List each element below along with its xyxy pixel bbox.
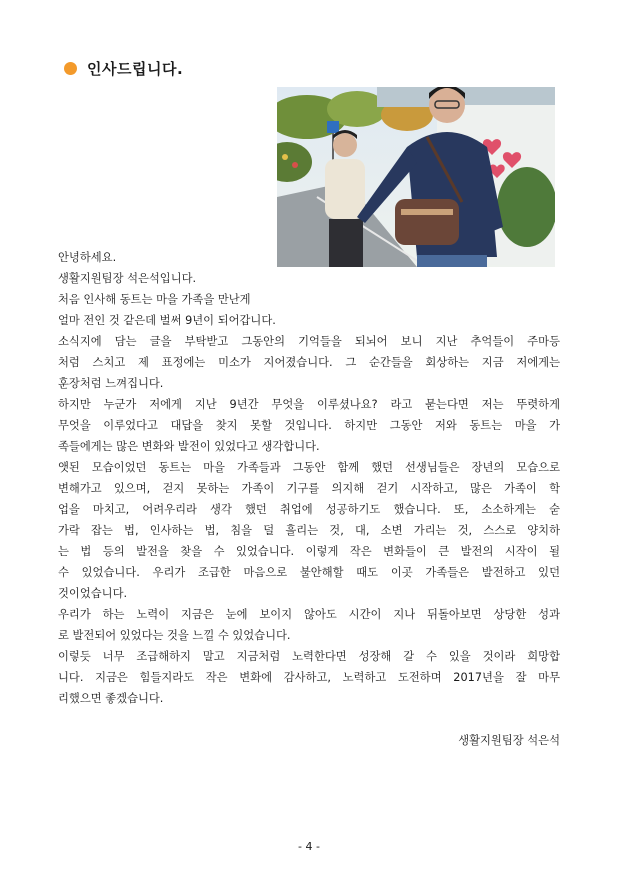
text-line: 하지만 누군가 저에게 지난 9년간 무엇을 이루셨나요? 라고 묻는다면 저는 뚜렷하게: [58, 398, 560, 411]
letter-body: [58, 247, 560, 709]
text-line: 수 있었습니다. 우리가 조급한 마음으로 불안해할 때도 이곳 가족들은 발전하고 있던: [58, 566, 560, 579]
text-line: 이렇듯 너무 조급해하지 말고 지금처럼 노력한다면 성장해 갈 수 있을 것이라 희망합: [58, 650, 560, 663]
text-line: 앳된 모습이었던 동트는 마을 가족들과 그동안 함께 했던 선생님들은 장년의 모습으로: [58, 461, 560, 474]
text-line: 생활지원팀장 석은석입니다.: [58, 272, 197, 285]
text-line: 소식지에 담는 글을 부탁받고 그동안의 기억들을 되뇌어 보니 지난 추억들이 주마등: [58, 335, 560, 348]
section-heading: [64, 58, 183, 79]
text-line: 변해가고 있으며, 걷지 못하는 가족이 기구를 의지해 걷기 시작하고, 많은 가족이 학: [58, 482, 560, 495]
photo: [277, 87, 555, 267]
text-line: 안녕하세요.: [58, 251, 117, 264]
text-line: 훈장처럼 느껴집니다.: [58, 377, 164, 390]
signature: 생활지원팀장 석은석: [458, 734, 560, 747]
text-line: 얼마 전인 것 같은데 벌써 9년이 되어갑니다.: [58, 314, 276, 327]
text-line: 족들에게는 많은 변화와 발전이 있었다고 생각합니다.: [58, 440, 320, 453]
text-line: 처럼 스치고 제 표정에는 미소가 지어졌습니다. 그 순간들을 회상하는 지금 저에게는: [58, 356, 560, 369]
text-line: 것이었습니다.: [58, 587, 128, 600]
text-line: 가락 잡는 법, 인사하는 법, 침을 덜 흘리는 것, 대, 소변 가리는 것, 스스로 양치하: [58, 524, 560, 537]
text-line: 는 법 등의 발전을 찾을 수 있었습니다. 이렇게 작은 변화들이 큰 발전의 시작이 될: [58, 545, 560, 558]
text-line: 로 발전되어 있었다는 것을 느낄 수 있었습니다.: [58, 629, 291, 642]
text-line: 무엇을 이루었다고 대답을 찾지 못할 것입니다. 하지만 그동안 저와 동트는 마을 가: [58, 419, 560, 432]
text-line: 업을 마치고, 어려우리라 생각 했던 취업에 성공하기도 했습니다. 또, 소소하게는 숟: [58, 503, 560, 516]
text-line: 우리가 하는 노력이 지금은 눈에 보이지 않아도 시간이 지나 뒤돌아보면 상당한 성과: [58, 608, 560, 621]
orange-bullet-icon: [64, 62, 77, 75]
text-line: 처음 인사해 동트는 마을 가족을 만난게: [58, 293, 251, 306]
page-number: - 4 -: [298, 840, 320, 853]
heading-title: 인사드립니다.: [87, 60, 184, 78]
text-line: 니다. 지금은 힘들지라도 작은 변화에 감사하고, 노력하고 도전하며 2017년을 잘 마무: [58, 671, 560, 684]
text-line: 리했으면 좋겠습니다.: [58, 692, 164, 705]
